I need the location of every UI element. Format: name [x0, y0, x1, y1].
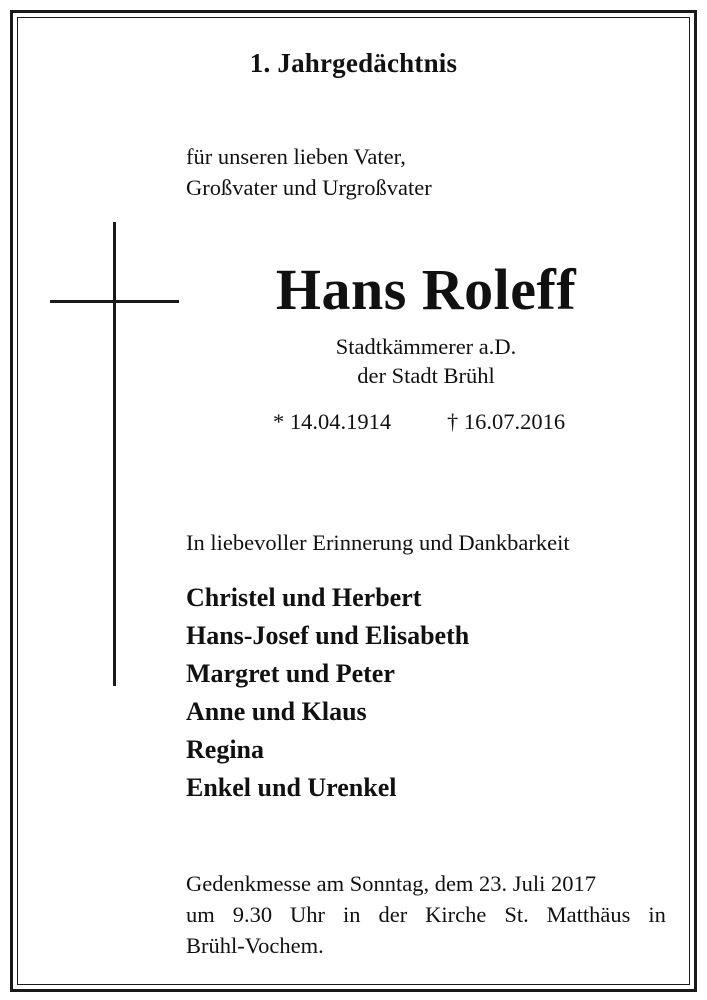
family-member: Regina [186, 735, 264, 764]
intro-line-2: Großvater und Urgroßvater [186, 175, 432, 200]
mass-word: St. [504, 902, 529, 927]
mass-word: Matthäus [546, 902, 631, 927]
intro-text [186, 141, 432, 203]
mass-line-2 [186, 899, 666, 930]
mass-word: Uhr [290, 902, 326, 927]
cross-horizontal-bar [50, 300, 179, 303]
mass-word: 9.30 [232, 902, 273, 927]
mass-line-3: Brühl-Vochem. [186, 933, 324, 958]
family-member: Hans-Josef und Elisabeth [186, 621, 470, 650]
intro-line-1: für unseren lieben Vater, [186, 144, 406, 169]
mass-line-1: Gedenkmesse am Sonntag, dem 23. Juli 2017 [186, 871, 596, 896]
family-member: Christel und Herbert [186, 583, 422, 612]
mass-word: Kirche [425, 902, 487, 927]
deceased-title-line-1: Stadtkämmerer a.D. [335, 334, 517, 359]
deceased-title [186, 332, 666, 390]
family-member: Enkel und Urenkel [186, 773, 397, 802]
notice-heading: 1. Jahrgedächtnis [249, 48, 458, 78]
cross-vertical-bar [113, 222, 116, 686]
memorial-mass-info [186, 868, 666, 961]
mass-word: der [378, 902, 408, 927]
mass-word: um [186, 902, 215, 927]
family-list [186, 579, 469, 807]
mass-word: in [343, 902, 361, 927]
memory-line: In liebevoller Erinnerung und Dankbarkeit [186, 530, 570, 555]
family-member: Anne und Klaus [186, 697, 367, 726]
death-date: † 16.07.2016 [447, 409, 566, 434]
deceased-name: Hans Roleff [275, 257, 577, 322]
mass-word: in [648, 902, 666, 927]
birth-date: * 14.04.1914 [273, 409, 392, 434]
deceased-title-line-2: der Stadt Brühl [357, 363, 495, 388]
family-member: Margret und Peter [186, 659, 395, 688]
